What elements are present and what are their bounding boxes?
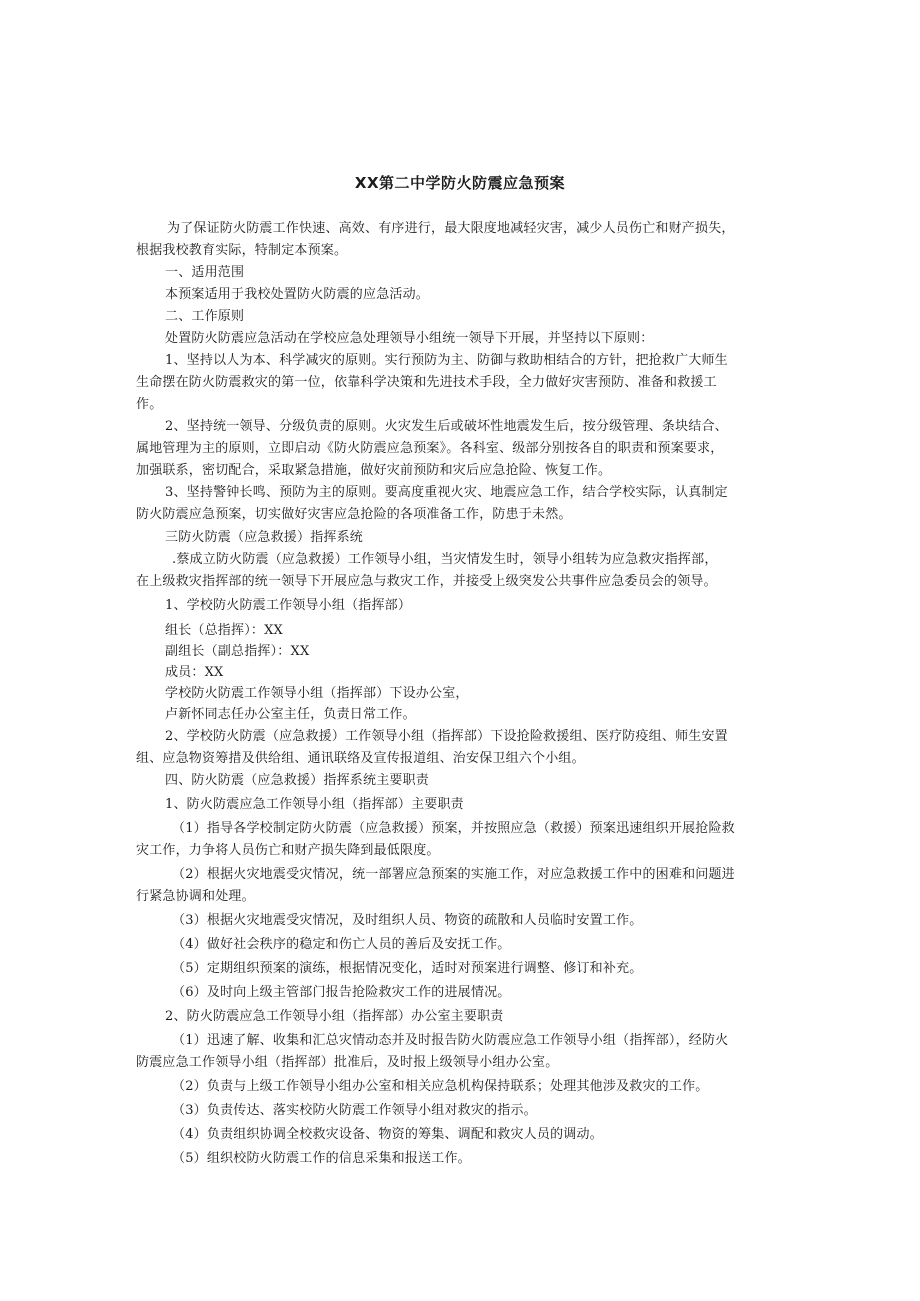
paragraph-line: 为了保证防火防震工作快速、高效、有序进行，最大限度地减轻灾害，减少人员伤亡和财产损失，: [167, 221, 735, 236]
paragraph-line: 2、坚持统一领导、分级负责的原则。火灾发生后或破坏性地震发生后，按分级管理、条块结合、: [165, 419, 728, 434]
paragraph-line: 行紧急协调和处理。: [136, 889, 255, 904]
paragraph-line: （6）及时向上级主管部门报告抢险救灾工作的进展情况。: [172, 985, 511, 1000]
subsection-heading: 2、防火防震应急工作领导小组（指挥部）办公室主要职责: [165, 1009, 504, 1024]
paragraph-line: （5）定期组织预案的演练，根据情况变化，适时对预案进行调整、修订和补充。: [172, 961, 643, 976]
document-title: XX第二中学防火防震应急预案: [354, 174, 566, 192]
paragraph-line: 1、坚持以人为本、科学减灾的原则。实行预防为主、防御与救助相结合的方针，把抢救广大师生: [165, 353, 728, 368]
section-heading: 四、防火防震（应急救援）指挥系统主要职责: [165, 773, 430, 788]
paragraph-line: 本预案适用于我校处置防火防震的应急活动。: [165, 287, 430, 302]
paragraph-line: 处置防火防震应急活动在学校应急处理领导小组统一领导下开展，并坚持以下原则：: [165, 331, 654, 346]
paragraph-line: 防震应急工作领导小组（指挥部）批准后，及时报上级领导小组办公室。: [136, 1055, 559, 1070]
paragraph-line: （4）负责组织协调全校救灾设备、物资的筹集、调配和救灾人员的调动。: [172, 1127, 603, 1142]
paragraph-line: 灾工作，力争将人员伤亡和财产损失降到最低限度。: [136, 843, 440, 858]
leader-line: 组长（总指挥）：XX: [165, 623, 284, 638]
paragraph-line: 组、应急物资筹措及供给组、通讯联络及宣传报道组、治安保卫组六个小组。: [136, 751, 585, 766]
paragraph-line: （4）做好社会秩序的稳定和伤亡人员的善后及安抚工作。: [172, 937, 511, 952]
paragraph-line: （1）迅速了解、收集和汇总灾情动态并及时报告防火防震应急工作领导小组（指挥部），经防火: [172, 1033, 729, 1048]
paragraph-line: （3）负责传达、落实校防火防震工作领导小组对救灾的指示。: [172, 1103, 537, 1118]
paragraph-line: （5）组织校防火防震工作的信息采集和报送工作。: [172, 1151, 471, 1166]
paragraph-line: 作。: [136, 397, 163, 412]
paragraph-line: 在上级救灾指挥部的统一领导下开展应急与救灾工作，并接受上级突发公共事件应急委员会的领导。: [136, 574, 717, 589]
paragraph-line: 3、坚持警钟长鸣、预防为主的原则。要高度重视火灾、地震应急工作，结合学校实际，认真制定: [165, 485, 728, 500]
paragraph-line: （1）指导各学校制定防火防震（应急救援）预案，并按照应急（救援）预案迅速组织开展抢险救: [172, 821, 735, 836]
section-heading: 二、工作原则: [165, 309, 245, 324]
paragraph-line: 生命摆在防火防震救灾的第一位，依靠科学决策和先进技术手段，全力做好灾害预防、准备和救援工: [136, 375, 717, 390]
paragraph-line: 加强联系，密切配合，采取紧急措施，做好灾前预防和灾后应急抢险、恢复工作。: [136, 463, 612, 478]
members-line: 成员：XX: [165, 665, 224, 680]
paragraph-line: 1、学校防火防震工作领导小组（指挥部）: [165, 598, 412, 613]
paragraph-line: 根据我校教育实际，特制定本预案。: [136, 243, 348, 258]
paragraph-line: 2、学校防火防震（应急救援）工作领导小组（指挥部）下设抢险救援组、医疗防疫组、师生安置: [165, 729, 728, 744]
paragraph-line: 属地管理为主的原则，立即启动《防火防震应急预案》。各科室、级部分别按各自的职责和预案要求，: [136, 441, 724, 456]
section-heading: 一、适用范围: [165, 265, 245, 280]
subsection-heading: 1、防火防震应急工作领导小组（指挥部）主要职责: [165, 797, 464, 812]
section-heading: 三防火防震（应急救援）指挥系统: [165, 530, 364, 545]
paragraph-line: （2）根据火灾地震受灾情况，统一部署应急预案的实施工作，对应急救援工作中的困难和问题进: [172, 867, 735, 882]
paragraph-line: .蔡成立防火防震（应急救援）工作领导小组，当灾情发生时，领导小组转为应急救灾指挥部，: [172, 552, 718, 567]
paragraph-line: 卢新怀同志任办公室主任，负责日常工作。: [165, 707, 416, 722]
deputy-leader-line: 副组长（副总指挥）：XX: [165, 644, 310, 659]
paragraph-line: 防火防震应急预案，切实做好灾害应急抢险的各项准备工作，防患于未然。: [136, 507, 572, 522]
paragraph-line: （2）负责与上级工作领导小组办公室和相关应急机构保持联系；处理其他涉及救灾的工作。: [172, 1079, 709, 1094]
paragraph-line: 学校防火防震工作领导小组（指挥部）下设办公室，: [165, 686, 469, 701]
paragraph-line: （3）根据火灾地震受灾情况，及时组织人员、物资的疏散和人员临时安置工作。: [172, 913, 643, 928]
